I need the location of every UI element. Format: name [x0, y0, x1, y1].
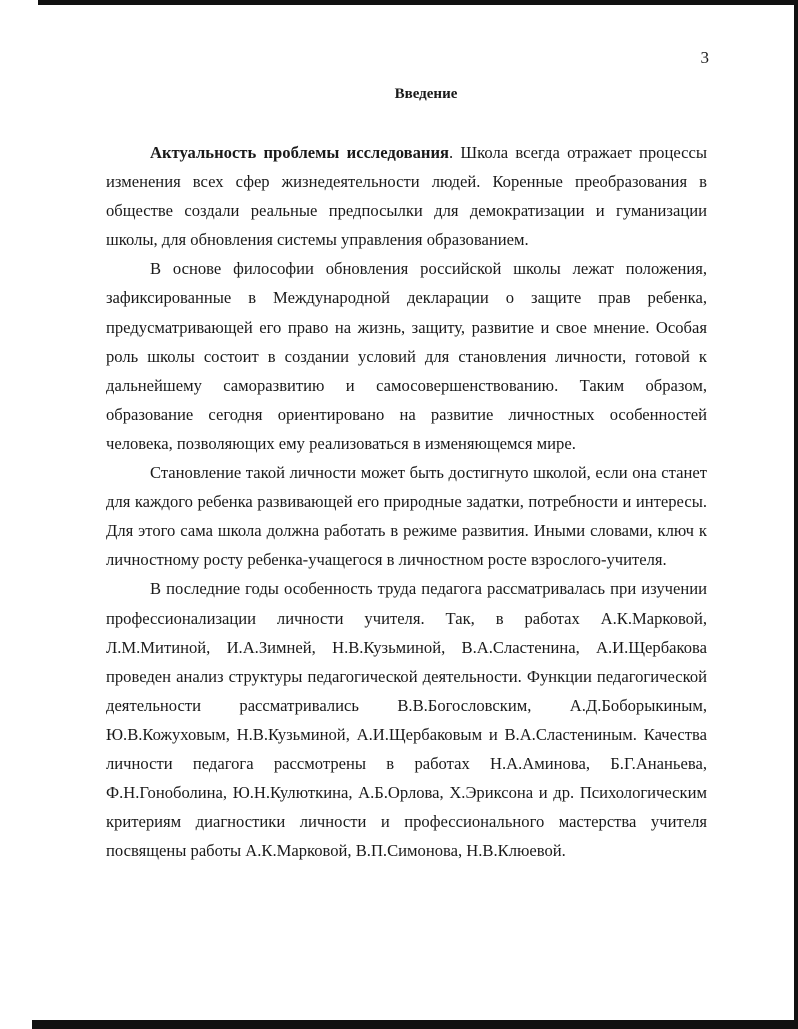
paragraph-lead: Актуальность проблемы исследования [150, 143, 450, 162]
paragraph-text: . Школа всегда отражает процессы изменения всех сфер жизнедеятельности людей. Коренные преобразования в обществе создали реальные предпосылки для демократизации и гуманизации школы, для обновления системы управления образованием. [106, 143, 707, 250]
scan-border-right [794, 0, 798, 1024]
paragraph-4: В последние годы особенность труда педагога рассматривалась при изучении профессионализации личности учителя. Так, в работах А.К.Марковой, Л.М.Митиной, И.А.Зимней, Н.В.Кузьминой, В.А.Сластенина, А.И.Щербакова проведен анализ структуры педагогической деятельности. Функции педагогической деятельности рассматривались В.В.Богословским, А.Д.Боборыкиным, Ю.В.Кожуховым, Н.В.Кузьминой, А.И.Щербаковым и В.А.Сластениным. Качества личности педагога рассмотрены в работах Н.А.Аминова, Б.Г.Ананьева, Ф.Н.Гоноболина, Ю.Н.Кулюткина, А.Б.Орлова, Х.Эриксона и др. Психологическим критериям диагностики личности и профессионального мастерства учителя посвящены работы А.К.Марковой, В.П.Симонова, Н.В.Клюевой. [106, 579, 707, 861]
page-title: Введение [394, 86, 458, 102]
paragraph-1 [106, 138, 707, 254]
paragraph-2: В основе философии обновления российской школы лежат положения, зафиксированные в Международной декларации о защите прав ребенка, предусматривающей его право на жизнь, защиту, развитие и свое мнение. Особая роль школы состоит в создании условий для становления личности, готовой к дальнейшему саморазвитию и самосовершенствованию. Таким образом, образование сегодня ориентировано на развитие личностных особенностей человека, позволяющих ему реализоваться в изменяющемся мире. [106, 259, 707, 453]
page-number: 3 [700, 48, 709, 67]
scan-border-bottom [32, 1020, 798, 1029]
paragraph-3: Становление такой личности может быть достигнуто школой, если она станет для каждого ребенка развивающей его природные задатки, потребности и интересы. Для этого сама школа должна работать в режиме развития. Иными словами, ключ к личностному росту ребенка-учащегося в личностном росте взрослого-учителя. [106, 463, 707, 570]
body-text [106, 138, 707, 865]
scan-border-top [38, 0, 798, 5]
